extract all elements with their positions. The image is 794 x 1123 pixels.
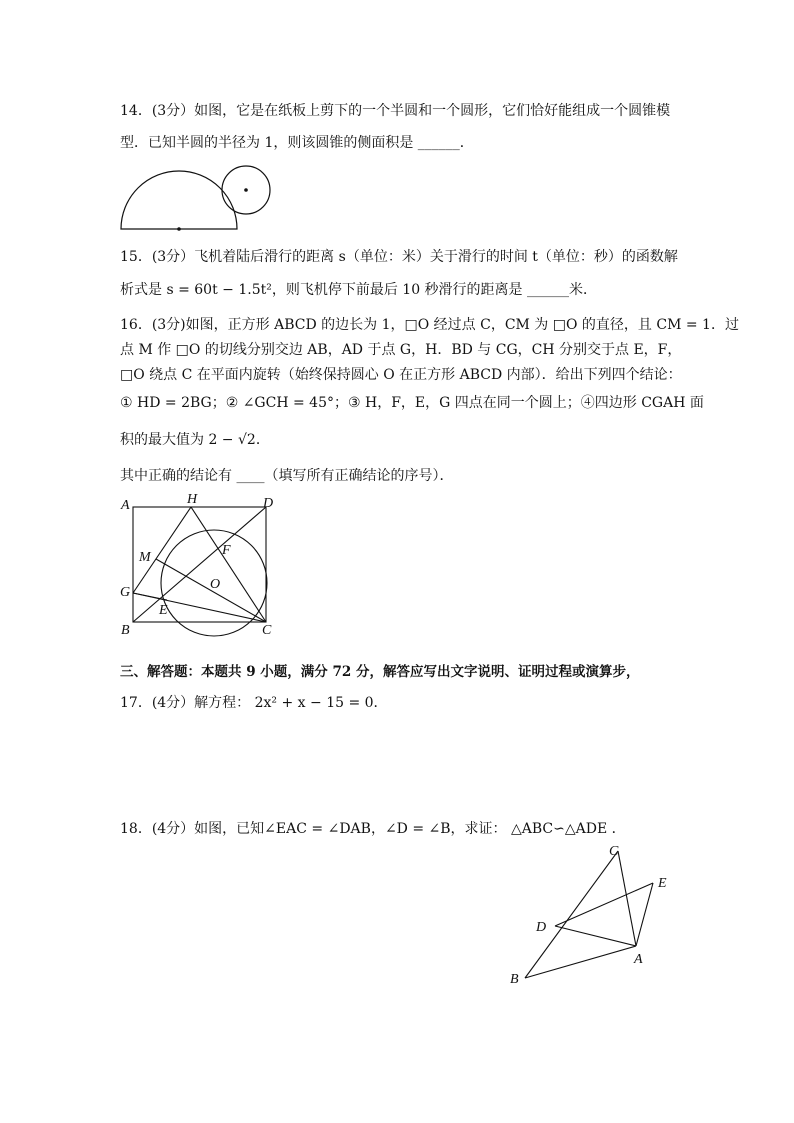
label-g: G [120, 585, 131, 600]
label-e: E [159, 603, 168, 618]
q16-line1: 16．(3分)如图，正方形 ABCD 的边长为 1，□O 经过点 C，CM 为 □O 的直径，且 CM = 1．过 [120, 317, 739, 333]
semicircle [121, 171, 237, 229]
label-h: H [187, 492, 198, 507]
q16-line2: 点 M 作 □O 的切线分别交边 AB，AD 于点 G，H．BD 与 CG，CH 分别交于点 E，F， [120, 342, 682, 358]
small-circle-center [244, 188, 248, 192]
label-d18: D [536, 920, 547, 935]
q18: 18．(4分）如图，已知∠EAC = ∠DAB，∠D = ∠B，求证： △ABC∽△ADE ． [120, 821, 626, 837]
q16-line4: ① HD = 2BG；② ∠GCH = 45°；③ H，F，E，G 四点在同一个圆上；④四边形 CGAH 面 [120, 395, 704, 411]
q14-line2: 型．已知半圆的半径为 1，则该圆锥的侧面积是 ______． [120, 135, 474, 151]
q16-line6: 其中正确的结论有 ____（填写所有正确结论的序号）． [120, 468, 454, 484]
q14-line1: 14．(3分）如图，它是在纸板上剪下的一个半圆和一个圆形，它们恰好能组成一个圆锥模 [120, 103, 671, 119]
cone-figure [118, 160, 278, 238]
diagonal-bd [133, 507, 266, 622]
square-figure [115, 490, 285, 650]
q16-line3: □O 绕点 C 在平面内旋转（始终保持圆心 O 在正方形 ABCD 内部）．给出下列四个结论： [120, 367, 682, 383]
label-o: O [210, 577, 221, 592]
triangle-figure [500, 838, 690, 993]
semicircle-center [177, 227, 181, 231]
label-d: D [263, 496, 274, 511]
label-b18: B [510, 972, 519, 987]
label-m: M [139, 550, 151, 565]
label-c: C [262, 623, 272, 638]
section3-heading: 三、解答题：本题共 9 小题，满分 72 分，解答应写出文字说明、证明过程或演算步， [120, 664, 640, 680]
q15-line1: 15．(3分）飞机着陆后滑行的距离 s（单位：米）关于滑行的时间 t（单位：秒）的函数解 [120, 249, 678, 265]
label-b: B [121, 623, 130, 638]
label-c18: C [609, 844, 619, 859]
label-a18: A [634, 952, 643, 967]
q17: 17．(4分）解方程： 2x² + x − 15 = 0． [120, 695, 388, 711]
label-f: F [222, 543, 231, 558]
segment-ch [191, 507, 266, 622]
label-e18: E [658, 876, 667, 891]
label-a: A [121, 498, 130, 513]
q16-line5: 积的最大值为 2 − √2． [120, 432, 270, 448]
q15-line2: 析式是 s = 60t − 1.5t²，则飞机停下前最后 10 秒滑行的距离是 ______米． [120, 282, 598, 298]
